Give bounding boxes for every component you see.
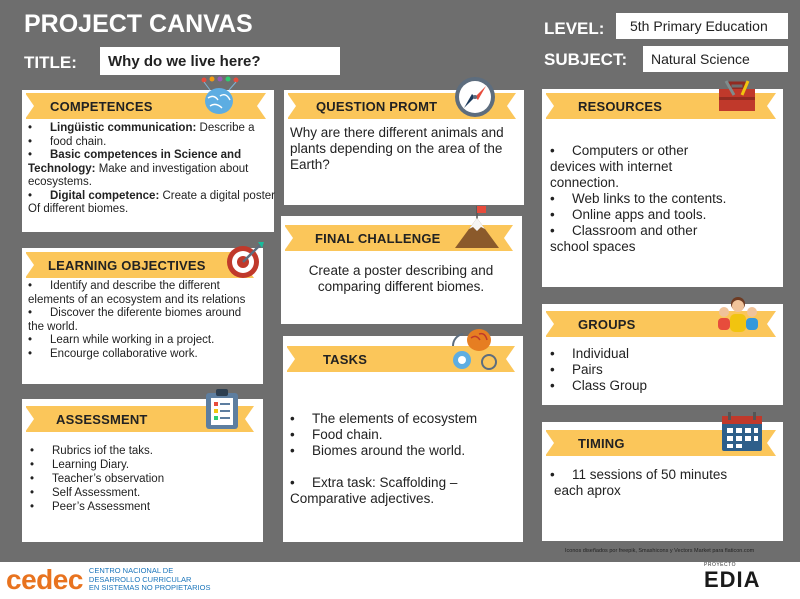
assessment-card — [22, 399, 263, 542]
competences-item: • Lingüistic communication: Describe a — [28, 122, 255, 134]
assessment-item: • Self Assessment. — [30, 487, 141, 499]
competence-bold: Technology: — [28, 162, 96, 175]
competence-text: Create a digital poster — [159, 189, 275, 202]
competences-heading: COMPETENCES — [50, 98, 153, 114]
groups-item: • Class Group — [550, 378, 648, 393]
title-value — [100, 47, 340, 75]
objectives-card — [22, 248, 263, 384]
resources-item — [550, 175, 780, 191]
tasks-heading: TASKS — [323, 351, 368, 367]
subject-label: SUBJECT: — [544, 50, 628, 69]
objectives-text: Discover the diferente biomes around — [50, 307, 242, 319]
level-label: LEVEL: — [544, 19, 605, 38]
mountain-flag-icon — [453, 204, 501, 255]
timing-text-2: each aprox — [554, 483, 621, 498]
objectives-list — [28, 280, 272, 361]
competences-item — [28, 203, 290, 217]
tasks-item: • Extra task: Scaffolding – — [290, 475, 458, 490]
resources-item — [550, 239, 780, 255]
level-value — [616, 13, 788, 39]
final-challenge-card — [281, 216, 522, 324]
competences-card — [22, 90, 274, 232]
target-icon — [225, 240, 265, 285]
assessment-text: Teacher’s observation — [52, 473, 165, 485]
resources-text: Computers or other — [572, 143, 689, 158]
groups-item: • Individual — [550, 346, 630, 361]
objectives-text: Identify and describe the different — [50, 280, 220, 292]
cedec-wordmark: cedec — [6, 564, 83, 595]
resources-text: devices with internet — [550, 159, 673, 174]
assessment-item: • Rubrics iof the taks. — [30, 445, 153, 457]
footer — [0, 562, 800, 599]
subject-value-text: Natural Science — [651, 51, 750, 67]
groups-text: Pairs — [572, 362, 603, 377]
timing-text-1: 11 sessions of 50 minutes — [572, 467, 728, 482]
objectives-text: Learn while working in a project. — [50, 334, 215, 346]
title-value-text: Why do we live here? — [108, 52, 261, 70]
competence-text: Describe a — [196, 122, 255, 134]
edia-wordmark: EDIA — [704, 567, 761, 592]
clipboard-checklist-icon — [203, 387, 241, 436]
resources-item: • Web links to the contents. — [550, 191, 727, 206]
assessment-list — [30, 444, 260, 514]
timing-text — [550, 467, 780, 499]
competences-item: • food chain. — [28, 135, 107, 148]
icon-credits: Iconos diseñados por freepik, Smashicons y Vectors Market para flaticon.com — [565, 548, 755, 554]
objectives-item: • Encourge collaborative work. — [28, 347, 198, 360]
tasks-text: Comparative adjectives. — [290, 491, 435, 506]
objectives-text: elements of an ecosystem and its relations — [28, 293, 246, 306]
tasks-item — [290, 491, 520, 507]
tasks-item: • Food chain. — [290, 427, 383, 442]
tasks-item: • The elements of ecosystem — [290, 411, 478, 426]
brain-circuit-icon — [196, 76, 242, 123]
cedec-line-3: EN SISTEMAS NO PROPIETARIOS — [88, 583, 211, 593]
groups-heading: GROUPS — [578, 316, 636, 332]
competence-text: ecosystems. — [28, 176, 92, 188]
objectives-item — [28, 321, 272, 335]
resources-heading: RESOURCES — [578, 98, 663, 114]
canvas-title: PROJECT CANVAS — [24, 10, 253, 38]
competence-text: food chain. — [50, 135, 107, 148]
resources-text: connection. — [550, 175, 620, 190]
cedec-line-1: CENTRO NACIONAL DE — [88, 566, 174, 576]
objectives-item — [28, 294, 272, 308]
objectives-ribbon — [26, 252, 254, 278]
objectives-item: • Learn while working in a project. — [28, 334, 215, 346]
groups-list — [550, 346, 770, 394]
groups-text: Individual — [572, 346, 630, 361]
competences-item: • Basic competences in Science and — [28, 149, 242, 161]
timing-line: • 11 sessions of 50 minutes — [550, 467, 728, 482]
timing-heading: TIMING — [578, 435, 625, 451]
competence-text: Make and investigation about — [95, 162, 249, 175]
assessment-text: Rubrics iof the taks. — [52, 445, 153, 457]
brain-gears-icon — [449, 326, 499, 379]
resources-text: Classroom and other — [572, 223, 698, 238]
level-value-text: 5th Primary Education — [630, 18, 768, 34]
edia-logo — [704, 562, 761, 592]
tasks-item: • Biomes around the world. — [290, 443, 466, 458]
assessment-heading: ASSESSMENT — [56, 411, 148, 427]
timing-card — [542, 422, 783, 541]
tasks-text: Extra task: Scaffolding – — [312, 475, 458, 490]
question-text: Why are there different animals and plants depending on the area of the Earth? — [290, 125, 504, 172]
question-card — [284, 90, 524, 205]
final-challenge-heading: FINAL CHALLENGE — [315, 230, 441, 246]
calendar-icon — [720, 411, 764, 458]
people-group-icon — [714, 294, 762, 339]
resources-text: school spaces — [550, 239, 636, 254]
objectives-heading: LEARNING OBJECTIVES — [48, 257, 206, 273]
tasks-text: Biomes around the world. — [312, 443, 466, 458]
groups-text: Class Group — [572, 378, 648, 393]
final-challenge-text: Create a poster describing and comparing different biomes. — [308, 263, 494, 294]
competence-text: Of different biomes. — [28, 203, 129, 215]
resources-card — [542, 89, 783, 287]
assessment-item: • Learning Diary. — [30, 459, 130, 471]
assessment-item: • Teacher’s observation — [30, 473, 165, 485]
objectives-text: the world. — [28, 320, 78, 333]
toolbox-icon — [716, 77, 758, 122]
objectives-item: • Discover the diferente biomes around — [28, 307, 242, 319]
competences-item — [28, 163, 290, 177]
title-label: TITLE: — [24, 53, 77, 72]
cedec-logo — [6, 564, 210, 596]
objectives-text: Encourge collaborative work. — [50, 347, 198, 360]
objectives-item: • Identify and describe the different — [28, 280, 220, 292]
assessment-text: Peer’s Assessment — [52, 501, 151, 513]
resources-list — [550, 143, 780, 255]
groups-item: • Pairs — [550, 362, 603, 377]
tasks-text: The elements of ecosystem — [312, 411, 478, 426]
competences-list — [28, 122, 290, 217]
tasks-card — [283, 336, 523, 542]
tasks-list — [290, 411, 520, 507]
timing-line — [550, 483, 780, 499]
cedec-line-2: DESARROLLO CURRICULAR — [88, 574, 192, 584]
tasks-text: Food chain. — [312, 427, 383, 442]
resources-item — [550, 159, 780, 175]
competence-bold: Digital competence: — [50, 189, 160, 202]
compass-icon — [454, 76, 496, 123]
resources-text: Web links to the contents. — [572, 191, 727, 206]
resources-item: • Online apps and tools. — [550, 207, 707, 222]
cedec-subtitle — [89, 567, 211, 593]
assessment-text: Learning Diary. — [52, 459, 130, 471]
competence-bold: Lingüistic communication: — [50, 122, 197, 134]
competences-item — [28, 176, 290, 190]
groups-card — [542, 304, 783, 405]
assessment-item: • Peer’s Assessment — [30, 501, 151, 513]
question-heading: QUESTION PROMT — [316, 98, 438, 114]
assessment-text: Self Assessment. — [52, 487, 141, 499]
resources-item: • Classroom and other — [550, 223, 698, 238]
resources-item: • Computers or other — [550, 143, 689, 158]
resources-text: Online apps and tools. — [572, 207, 707, 222]
subject-value — [643, 46, 788, 72]
competence-bold: Basic competences in Science and — [50, 149, 242, 161]
competences-item: • Digital competence: Create a digital poster — [28, 189, 275, 202]
edia-small-text: PROYECTO — [704, 562, 736, 568]
